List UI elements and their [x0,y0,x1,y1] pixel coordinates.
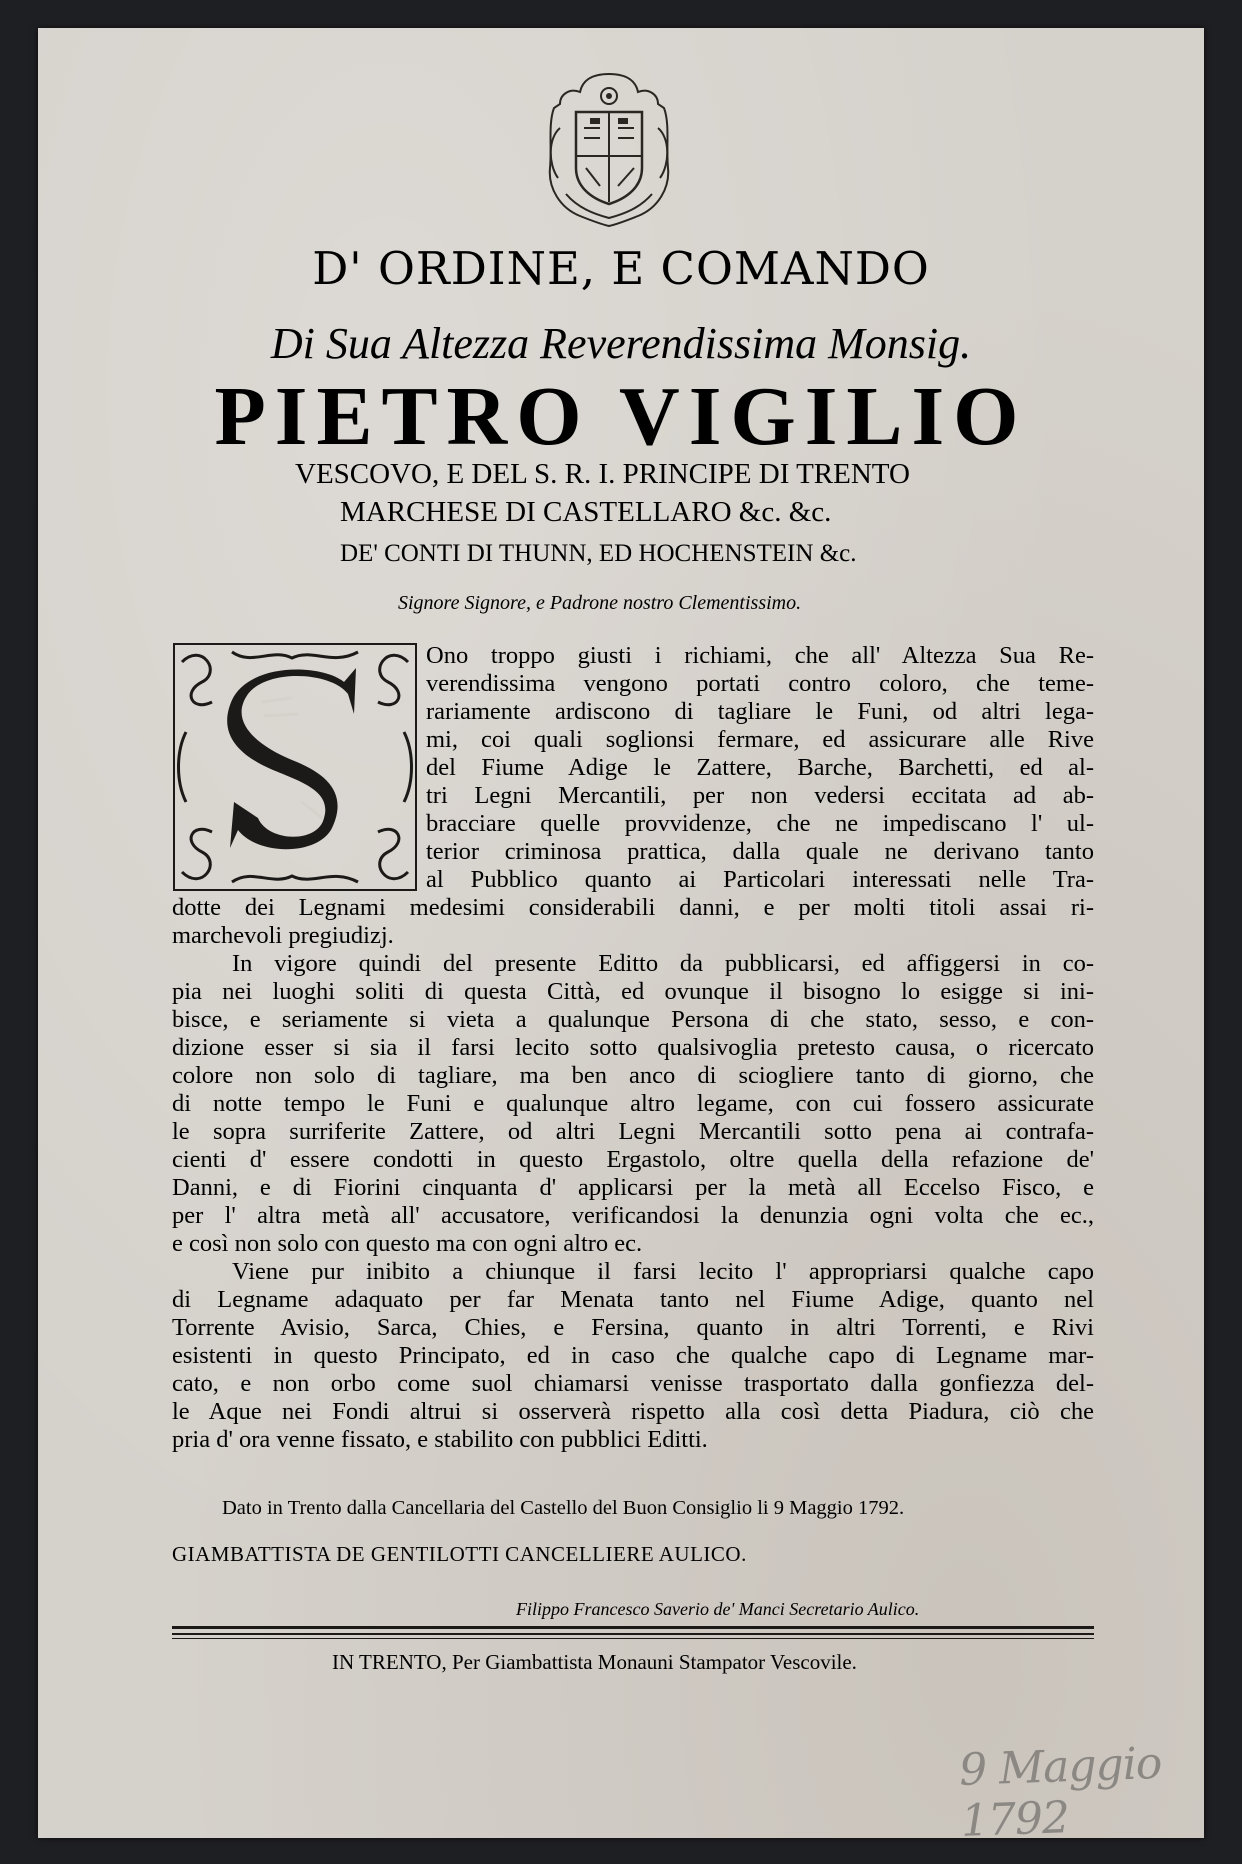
heading-order: D' ORDINE, E COMANDO [312,242,930,295]
printer-imprint: IN TRENTO, Per Giambattista Monauni Stampator Vescovile. [332,1650,857,1674]
body-line: Torrente Avisio, Sarca, Chies, e Fersina, quanto in altri Torrenti, e Rivi [172,1314,1094,1341]
heading-title-conti: DE' CONTI DI THUNN, ED HOCHENSTEIN &c. [340,540,857,567]
body-line: tri Legni Mercantili, per non vedersi eccitata ad ab- [426,782,1094,809]
heading-title-signore: Signore Signore, e Padrone nostro Clementissimo. [398,592,802,614]
body-line: pia nei luoghi soliti di questa Città, ed ovunque il bisogno lo esigge si ini- [172,978,1094,1005]
body-line: le sopra surriferite Zattere, od altri Legni Mercantili sotto pena ai contrafa- [172,1118,1094,1145]
body-line: bracciare quelle provvidenze, che ne impediscano l' ul- [426,810,1094,837]
body-line: dotte dei Legnami medesimi considerabili danni, e per molti titoli assai ri- [172,894,1094,921]
body-line: pria d' ora venne fissato, e stabilito con pubblici Editti. [172,1426,708,1453]
heading-altezza: Di Sua Altezza Reverendissima Monsig. [270,319,972,368]
divider-rule [172,1633,1094,1635]
body-line: per l' altra metà all' accusatore, verificandosi la denunzia ogni volta che ec., [172,1202,1094,1229]
body-line: di notte tempo le Funi e qualunque altro legame, con cui fossero assicurate [172,1090,1094,1117]
body-line: In vigore quindi del presente Editto da pubblicarsi, ed affiggersi in co- [232,950,1094,977]
body-line: al Pubblico quanto ai Particolari interessati nelle Tra- [426,866,1094,893]
body-line: di Legname adaquato per far Menata tanto nel Fiume Adige, quanto nel [172,1286,1094,1313]
heading-name: PIETRO VIGILIO [214,370,1028,463]
divider-rule [172,1626,1094,1629]
body-line: cato, e non orbo come suol chiamarsi venisse trasportato dalla gonfiezza del- [172,1370,1094,1397]
body-line: mi, coi quali soglionsi fermare, ed assicurare alle Rive [426,726,1094,753]
body-line: esistenti in questo Principato, ed in caso che qualche capo di Legname mar- [172,1342,1094,1369]
body-line: Danni, e di Fiorini cinquanta d' applicarsi per la metà all Eccelso Fisco, e [172,1174,1094,1201]
chancellor-signature: GIAMBATTISTA DE GENTILOTTI CANCELLIERE AULICO. [172,1542,747,1566]
heading-title-marchese: MARCHESE DI CASTELLARO &c. &c. [340,496,832,528]
body-line: terior criminosa prattica, dalla quale ne derivano tanto [426,838,1094,865]
coat-of-arms-icon [530,68,688,228]
body-line: le Aque nei Fondi altrui si osserverà rispetto alla così detta Piadura, ciò che [172,1398,1094,1425]
body-line: marchevoli pregiudizj. [172,922,394,949]
body-line: cienti d' essere condotti in questo Ergastolo, oltre quella della refazione de' [172,1146,1094,1173]
body-line: del Fiume Adige le Zattere, Barche, Barchetti, ed al- [426,754,1094,781]
handwritten-date: 9 Maggio 1792 [958,1737,1163,1847]
decorated-initial-s-icon [172,642,418,892]
body-line: dizione esser si sia il farsi lecito sotto qualsivoglia pretesto causa, o ricercato [172,1034,1094,1061]
body-line: Ono troppo giusti i richiami, che all' Altezza Sua Re- [426,642,1094,669]
body-line: rariamente ardiscono di tagliare le Funi, od altri lega- [426,698,1094,725]
heading-title-vescovo: VESCOVO, E DEL S. R. I. PRINCIPE DI TRENTO [295,458,910,490]
secretary-signature: Filippo Francesco Saverio de' Manci Secretario Aulico. [516,1599,920,1619]
body-line: bisce, e seriamente si vieta a qualunque Persona di che stato, sesso, e con- [172,1006,1094,1033]
body-line: Viene pur inibito a chiunque il farsi lecito l' appropriarsi qualche capo [232,1258,1094,1285]
body-line: e così non solo con questo ma con ogni altro ec. [172,1230,643,1257]
date-line: Dato in Trento dalla Cancellaria del Castello del Buon Consiglio li 9 Maggio 1792. [222,1497,905,1519]
body-line: verendissima vengono portati contro coloro, che teme- [426,670,1094,697]
divider-rule [172,1638,1094,1639]
body-line: colore non solo di tagliare, ma ben anco di sciogliere tanto di giorno, che [172,1062,1094,1089]
